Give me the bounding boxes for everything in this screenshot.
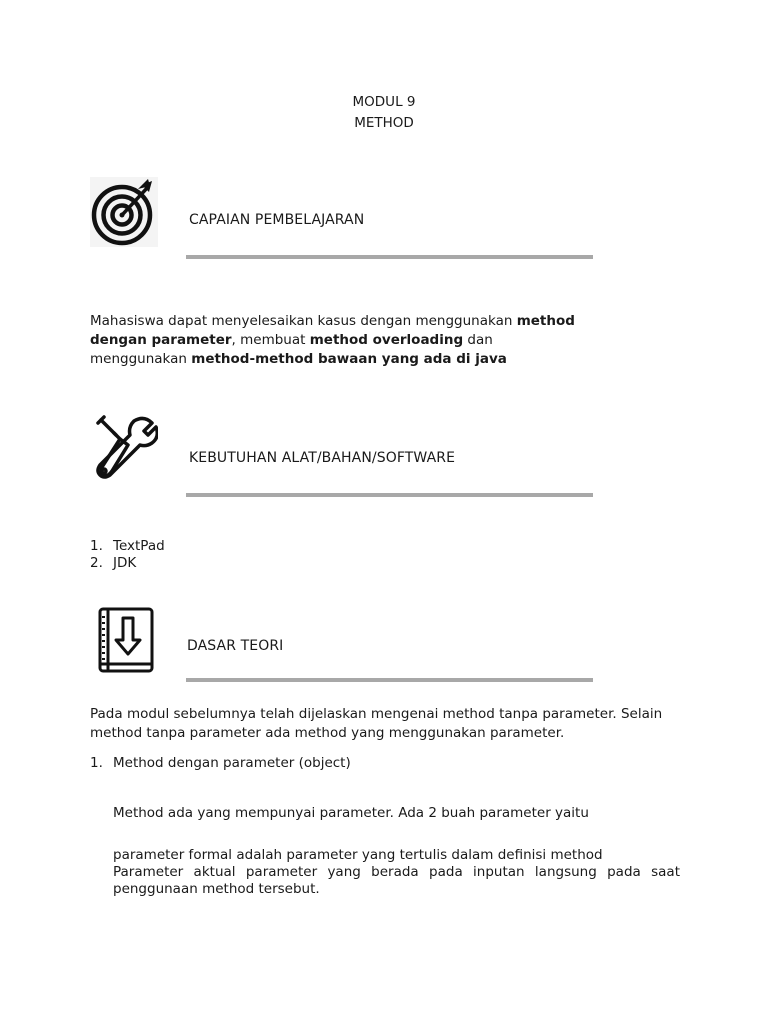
- module-number: MODUL 9: [352, 94, 416, 110]
- section-title-capaian: CAPAIAN PEMBELAJARAN: [189, 212, 365, 228]
- dasar-intro: Pada modul sebelumnya telah dijelaskan mengenai method tanpa parameter. Selain method tanpa parameter ada method yang menggunakan parameter.: [90, 706, 663, 741]
- parameter-aktual: Parameter aktual parameter yang berada pada inputan langsung pada saat penggunaan method tersebut.: [113, 864, 680, 897]
- section-divider: [186, 678, 593, 682]
- tools-icon: [90, 413, 158, 483]
- section-title-kebutuhan: KEBUTUHAN ALAT/BAHAN/SOFTWARE: [189, 450, 456, 466]
- capaian-paragraph: Mahasiswa dapat menyelesaikan kasus dengan menggunakan method dengan parameter, membuat method overloading dan menggunakan method-method bawaan yang ada di java: [90, 313, 575, 367]
- parameter-definitions: [113, 847, 680, 898]
- list-item: 2. JDK: [90, 555, 137, 571]
- module-topic: METHOD: [354, 115, 414, 131]
- list-item: 1. Method dengan parameter (object): [90, 755, 351, 771]
- target-icon: [90, 177, 158, 247]
- section-divider: [186, 255, 593, 259]
- list-item: 1. TextPad: [90, 538, 165, 554]
- section-divider: [186, 493, 593, 497]
- section-title-dasar: DASAR TEORI: [187, 638, 284, 654]
- parameter-formal: parameter formal adalah parameter yang tertulis dalam definisi method: [113, 847, 603, 863]
- book-download-icon: [90, 606, 158, 676]
- parameter-intro: Method ada yang mempunyai parameter. Ada 2 buah parameter yaitu: [113, 805, 589, 821]
